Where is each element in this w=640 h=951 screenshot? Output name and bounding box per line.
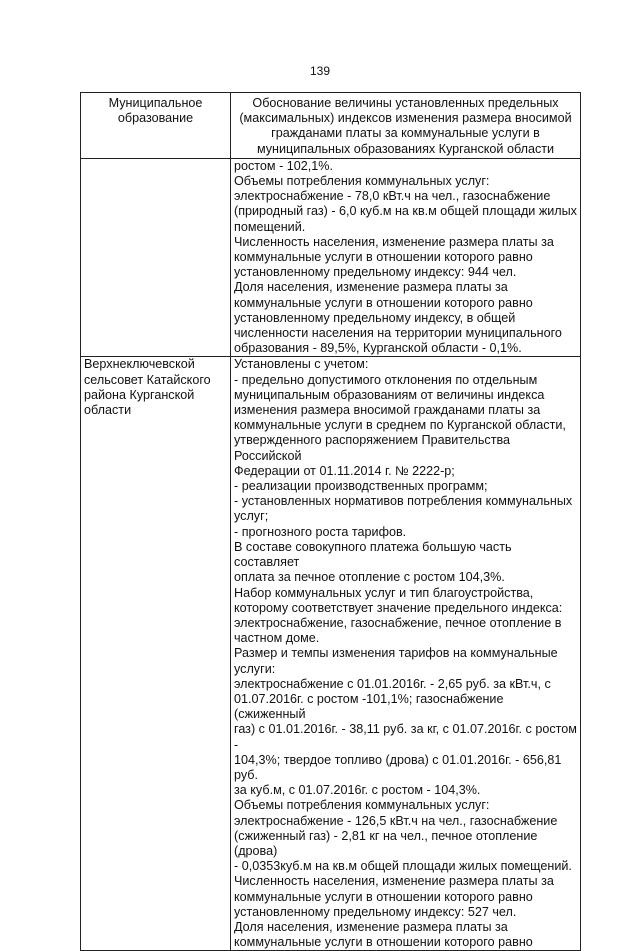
row2-municipality-cell: Верхнеключевской сельсовет Катайского района Курганской области [81,357,231,951]
tariff-justification-table [80,92,581,951]
header-justification: Обоснование величины установленных предельных (максимальных) индексов изменения размера вносимой гражданами платы за коммунальные услуги в муниципальных образованиях Курганской области [231,93,581,159]
table-row [81,357,581,951]
page-number: 139 [309,64,331,78]
row1-municipality-cell [81,158,231,357]
table-header-row [81,93,581,159]
row2-justification-cell: Установлены с учетом: - предельно допустимого отклонения по отдельным муниципальным образованиям от величины индекса изменения размера вносимой гражданами платы за коммунальные услуги в среднем по Курганской области, утвержденного распоряжением Правительства Российской Федерации от 01.11.2014 г. № 2222-р; - реализации производственных программ; - установленных нормативов потребления коммунальных услуг; - прогнозного роста тарифов. В составе совокупного платежа большую часть составляет оплата за печное отопление с ростом 104,3%. Набор коммунальных услуг и тип благоустройства, которому соответствует значение предельного индекса: электроснабжение, газоснабжение, печное отопление в частном доме. Размер и темпы изменения тарифов на коммунальные услуги: электроснабжение с 01.01.2016г. - 2,65 руб. за кВт.ч, с 01.07.2016г. с ростом -101,1%; газоснабжение (сжиженный газ) с 01.01.2016г. - 38,11 руб. за кг, с 01.07.2016г. с ростом - 104,3%; твердое топливо (дрова) с 01.01.2016г. - 656,81 руб. за куб.м, с 01.07.2016г. с ростом - 104,3%. Объемы потребления коммунальных услуг: электроснабжение - 126,5 кВт.ч на чел., газоснабжение (сжиженный газ) - 2,81 кг на чел., печное отопление (дрова) - 0,0353куб.м на кв.м общей площади жилых помещений. Численность населения, изменение размера платы за коммунальные услуги в отношении которого равно установленному предельному индексу: 527 чел. Доля населения, изменение размера платы за коммунальные услуги в отношении которого равно [231,357,581,951]
table-row [81,158,581,357]
row1-justification-cell: ростом - 102,1%. Объемы потребления коммунальных услуг: электроснабжение - 78,0 кВт.ч на чел., газоснабжение (природный газ) - 6,0 куб.м на кв.м общей площади жилых помещений. Численность населения, изменение размера платы за коммунальные услуги в отношении которого равно установленному предельному индексу: 944 чел. Доля населения, изменение размера платы за коммунальные услуги в отношении которого равно установленному предельному индексу, в общей численности населения на территории муниципального образования - 89,5%, Курганской области - 0,1%. [231,158,581,357]
header-municipality: Муниципальное образование [81,93,231,159]
